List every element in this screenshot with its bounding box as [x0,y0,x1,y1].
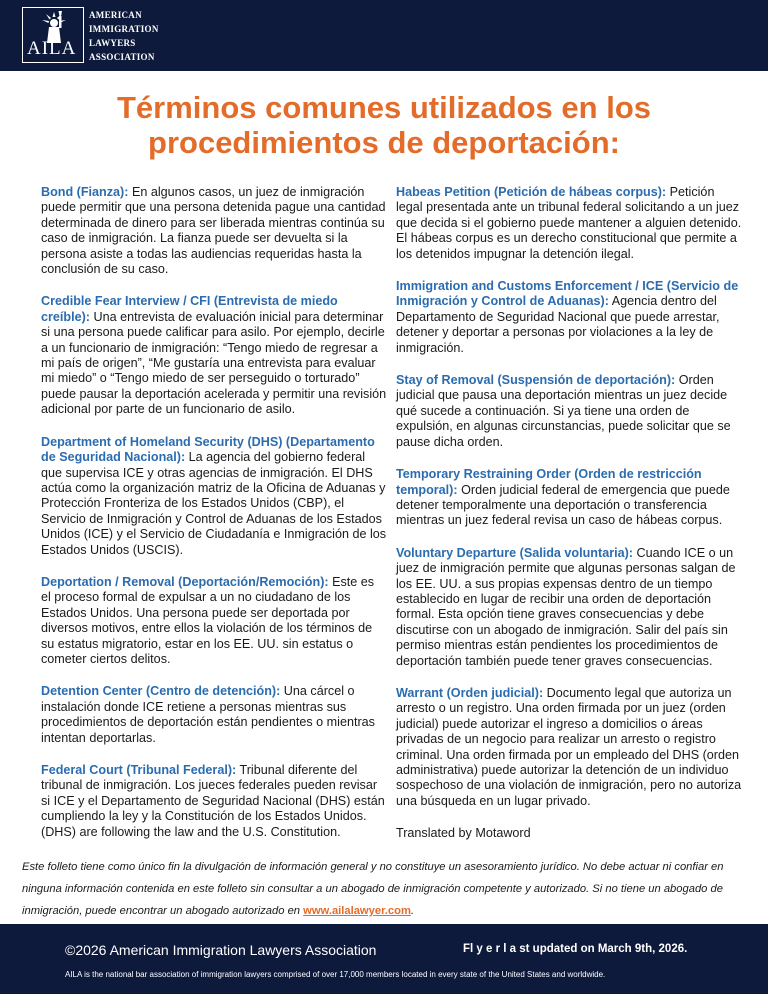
term-definition: Orden judicial que pausa una deportación mientras un juez decide qué sucede a continuación. Si ya tiene una orden de expulsión, en algunas circunstancias, puede solicitar que se pause dicha orden. [396,373,731,449]
term-definition: Cuando ICE o un juez de inmigración permite que algunas personas salgan de los EE. UU. a sus propias expensas dentro de un tiempo establecido en lugar de recibir una orden de deportación formal. Esta opción tiene graves consecuencias y debe discutirse con un abogado de inmigración. Salir del país sin permiso mientras están pendientes los procedimientos de deportación también puede tener graves consecuencias. [396,545,736,668]
left-column [41,185,387,857]
copyright-notice: ©2026 American Immigration Lawyers Association [65,942,377,958]
disclaimer-text: Este folleto tiene como único fin la divulgación de información general y no constituye un asesoramiento jurídico. No debe actuar ni confiar en ninguna información contenida en este folleto sin consultar a un abogado de inmigración competente y autorizado. Si no tiene un abogado de inmigración, puede encontrar un abogado autorizado en [22,861,724,917]
term-name: Credible Fear Interview / CFI (Entrevista de miedo creíble): [41,294,338,324]
term-name: Habeas Petition (Petición de hábeas corpus): [396,185,667,199]
term-definition: Documento legal que autoriza un arresto o un registro. Una orden firmada por un juez (orden judicial) puede autorizar el ingreso a domicilios o áreas privadas de un negocio para realizar un arresto o registro criminal. Una orden firmada por un empleado del DHS (orden administrativa) puede autorizar la detención de un individuo sospechoso de una violación de inmigración, pero no autoriza una búsqueda en un lugar privado. [396,685,742,808]
term-entry [396,373,742,450]
org-name-line: AMERICAN [89,10,142,20]
term-name: Immigration and Customs Enforcement / ICE (Servicio de Inmigración y Control de Aduanas): [396,279,739,309]
translation-credit: Translated by Motaword [396,826,531,841]
right-column [396,185,742,842]
term-entry [41,684,387,746]
ailalawyer-link[interactable]: www.ailalawyer.com [303,905,411,917]
page-title [0,90,768,160]
term-entry [41,575,387,667]
org-name-line: ASSOCIATION [89,52,155,62]
term-entry [41,294,387,417]
footer-banner [0,924,768,994]
flyer-updated-date: Fl y e r l a st updated on March 9th, 2026. [463,943,688,955]
term-name: Stay of Removal (Suspensión de deportación): [396,373,676,388]
term-name: Warrant (Orden judicial): [396,685,544,700]
term-name: Department of Homeland Security (DHS) (Departamento de Seguridad Nacional): [41,434,375,465]
aila-footnote: AILA is the national bar association of immigration lawyers comprised of over 17,000 members located in every state of the United States and worldwide. [65,970,606,979]
term-definition: Petición legal presentada ante un tribunal federal solicitando a un juez que decida si el gobierno puede mantener a alguien detenido. El hábeas corpus es un derecho constitucional que permite a los detenidos impugnar la detención ilegal. [396,185,742,261]
term-entry [396,467,742,529]
term-entry [396,185,742,262]
term-definition: Agencia dentro del Departamento de Seguridad Nacional que puede arrestar, detener y deportar a personas por violaciones a la ley de inmigración. [396,294,720,355]
term-name: Bond (Fianza): [41,185,129,199]
term-definition: La agencia del gobierno federal que supervisa ICE y otras agencias de inmigración. El DHS actúa como la organización matriz de la Oficina de Aduanas y Protección Fronteriza de los Estados Unidos (CBP), el Servicio de Inmigración y Control de Aduanas de los Estados Unidos (ICE) y el Servicio de Ciudadanía e Inmigración de los Estados Unidos (USCIS). [41,450,387,557]
term-entry [41,763,387,840]
term-name: Voluntary Departure (Salida voluntaria): [396,545,633,560]
page-title-line: procedimientos de deportación: [148,125,620,160]
org-name-line: LAWYERS [89,38,136,48]
term-definition: Este es el proceso formal de expulsar a un no ciudadano de los Estados Unidos. Una persona puede ser deportada por diversos motivos, entre ellos la violación de los términos de su estatus migratorio, estar en los EE. UU. sin estatus o cometer ciertos delitos. [41,574,375,666]
aila-logo [22,7,159,64]
term-entry [396,279,742,356]
logo-mark [22,7,84,63]
term-definition: Orden judicial federal de emergencia que puede detener temporalmente una deportación o transferencia mientras un juez federal revisa un caso de hábeas corpus. [396,482,730,528]
logo-abbrev: AILA [27,38,77,59]
term-name: Temporary Restraining Order (Orden de restricción temporal): [396,467,702,497]
term-entry [41,185,387,277]
term-definition: Una cárcel o instalación donde ICE retiene a personas mientras sus procedimientos de deportación están pendientes o mientras intentan deportarlas. [41,684,375,745]
legal-disclaimer [22,856,752,922]
term-definition: Tribunal diferente del tribunal de inmigración. Los jueces federales pueden revisar si ICE y el Departamento de Seguridad Nacional (DHS) están cumpliendo la ley y la Constitución de los Estados Unidos.(DHS) are following the law and the U.S. Constitution. [41,763,385,839]
term-entry [396,686,742,809]
org-name [89,8,159,64]
org-name-line: IMMIGRATION [89,24,159,34]
term-name: Federal Court (Tribunal Federal): [41,763,237,777]
page-title-line: Términos comunes utilizados en los [117,90,651,125]
term-definition: En algunos casos, un juez de inmigración puede permitir que una persona detenida pague una cantidad determinada de dinero para ser liberada mientras continúa su caso de inmigración. La fianza puede ser devuelta si la persona asiste a todas las audiencias requeridas hasta la conclusión de su caso. [41,185,386,277]
header-banner [0,0,768,71]
term-entry [41,435,387,558]
term-name: Deportation / Removal (Deportación/Remoción): [41,574,329,589]
term-definition: Una entrevista de evaluación inicial para determinar si una persona puede calificar para asilo. Por ejemplo, decirle a un funcionario de inmigración: “Tengo miedo de regresar a mi país de origen”, “Me gustaría una entrevista para evaluar mi miedo” o “Tengo miedo de ser perseguido o torturado” puede pausar la deportación acelerada y permitir una revisión adicional por parte de un funcionario de asilo. [41,309,387,417]
disclaimer-end: . [410,905,415,917]
term-name: Detention Center (Centro de detención): [41,684,281,699]
term-entry [396,546,742,669]
